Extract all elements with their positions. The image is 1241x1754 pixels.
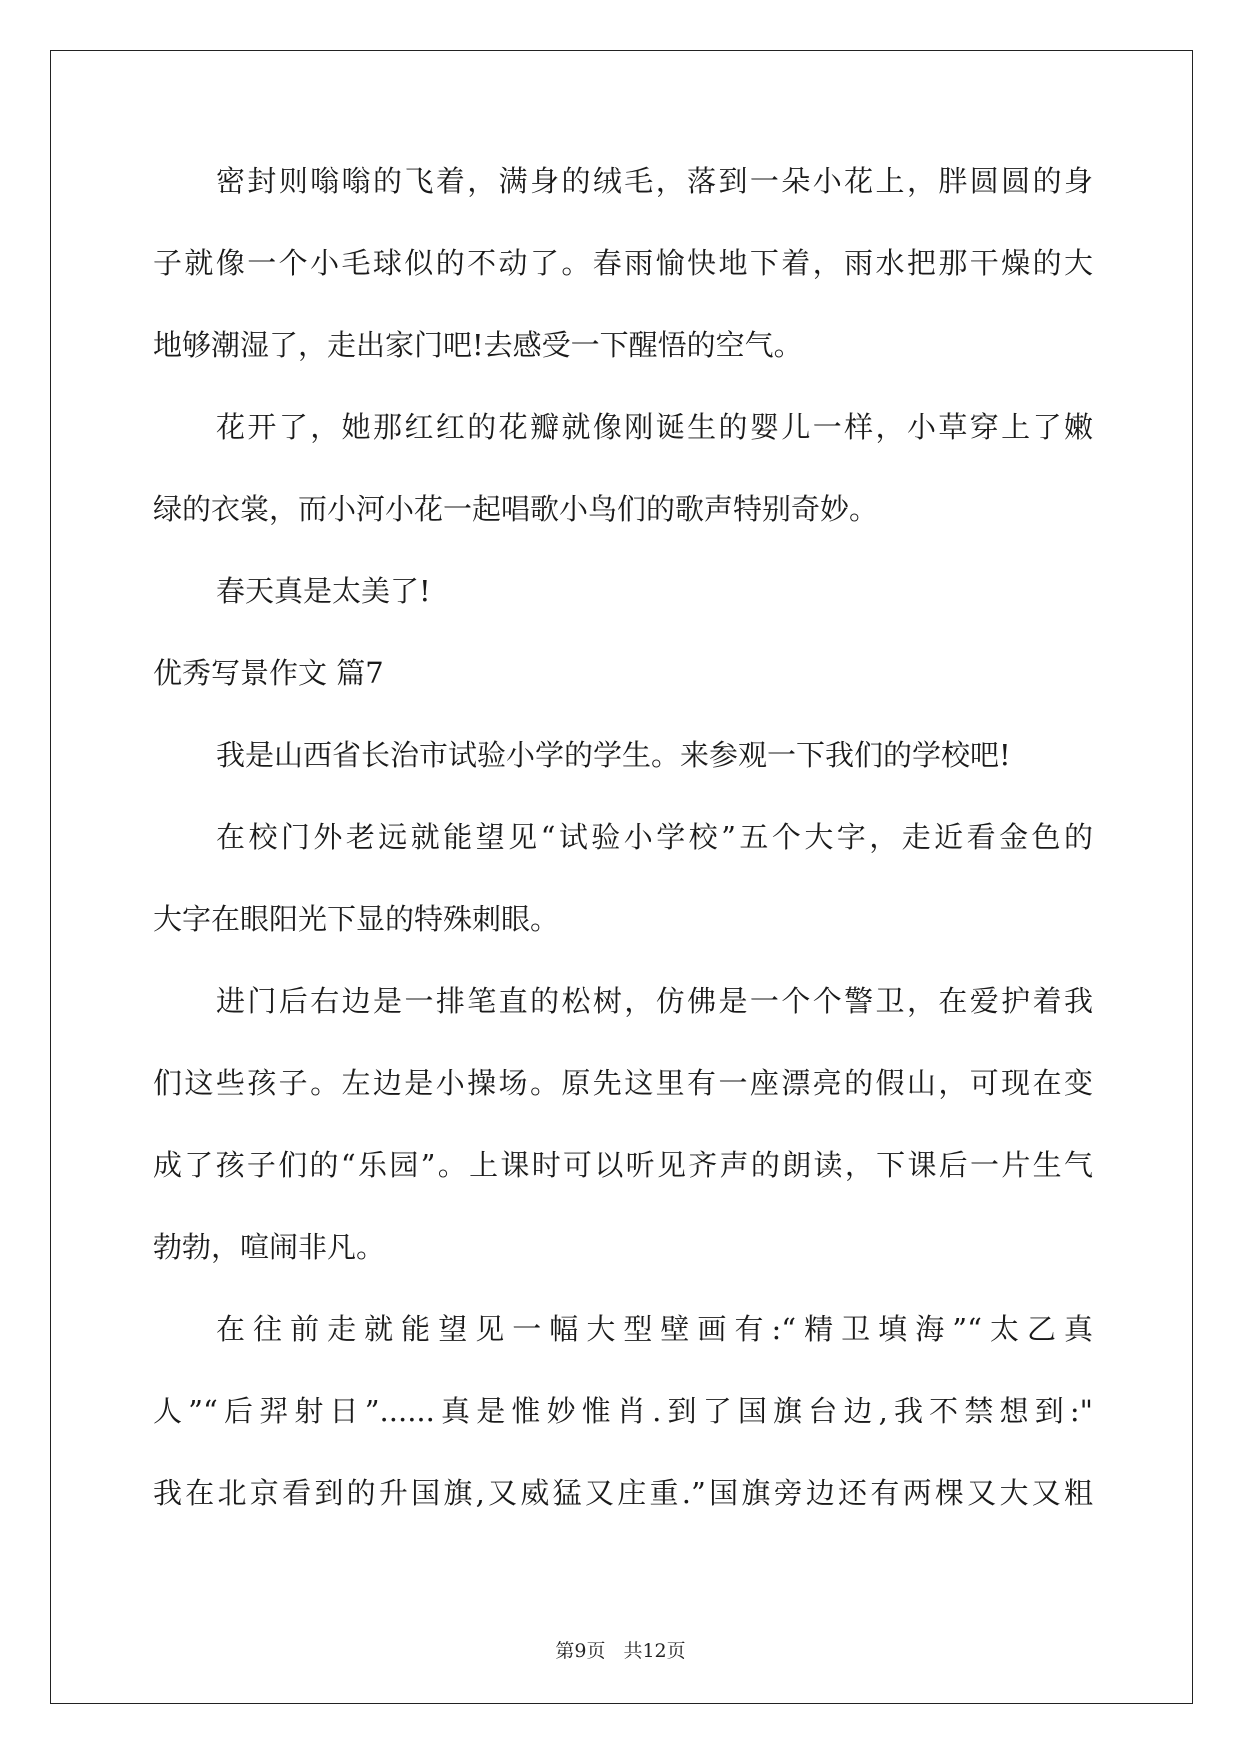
document-body — [153, 162, 1093, 1556]
text-line: 进门后右边是一排笔直的松树，仿佛是一个个警卫，在爱护着我 — [216, 984, 1093, 1018]
text-line: 人”“后羿射日”......真是惟妙惟肖.到了国旗台边,我不禁想到:" — [153, 1394, 1093, 1428]
text-line: 地够潮湿了，走出家门吧!去感受一下醒悟的空气。 — [153, 328, 803, 362]
text-line: 在校门外老远就能望见“试验小学校”五个大字，走近看金色的 — [216, 820, 1093, 854]
text-line: 我是山西省长治市试验小学的学生。来参观一下我们的学校吧! — [216, 738, 1011, 772]
text-line: 在往前走就能望见一幅大型壁画有:“精卫填海”“太乙真 — [216, 1312, 1093, 1346]
text-line: 们这些孩子。左边是小操场。原先这里有一座漂亮的假山，可现在变 — [153, 1066, 1093, 1100]
page-footer — [0, 1636, 1241, 1663]
page-number-total: 共12页 — [623, 1640, 686, 1662]
text-line: 密封则嗡嗡的飞着，满身的绒毛，落到一朵小花上，胖圆圆的身 — [216, 164, 1093, 198]
text-line: 子就像一个小毛球似的不动了。春雨愉快地下着，雨水把那干燥的大 — [153, 246, 1093, 280]
section-heading: 优秀写景作文 篇7 — [153, 656, 384, 690]
text-line: 我在北京看到的升国旗,又威猛又庄重.”国旗旁边还有两棵又大又粗 — [153, 1476, 1093, 1510]
text-line: 花开了，她那红红的花瓣就像刚诞生的婴儿一样，小草穿上了嫩 — [216, 410, 1093, 444]
text-line: 成了孩子们的“乐园”。上课时可以听见齐声的朗读，下课后一片生气 — [153, 1148, 1093, 1182]
text-line: 勃勃，喧闹非凡。 — [153, 1230, 386, 1264]
page-number-current: 第9页 — [555, 1640, 606, 1662]
text-line: 大字在眼阳光下显的特殊刺眼。 — [153, 902, 560, 936]
text-line: 春天真是太美了! — [216, 574, 431, 608]
text-line: 绿的衣裳，而小河小花一起唱歌小鸟们的歌声特别奇妙。 — [153, 492, 879, 526]
